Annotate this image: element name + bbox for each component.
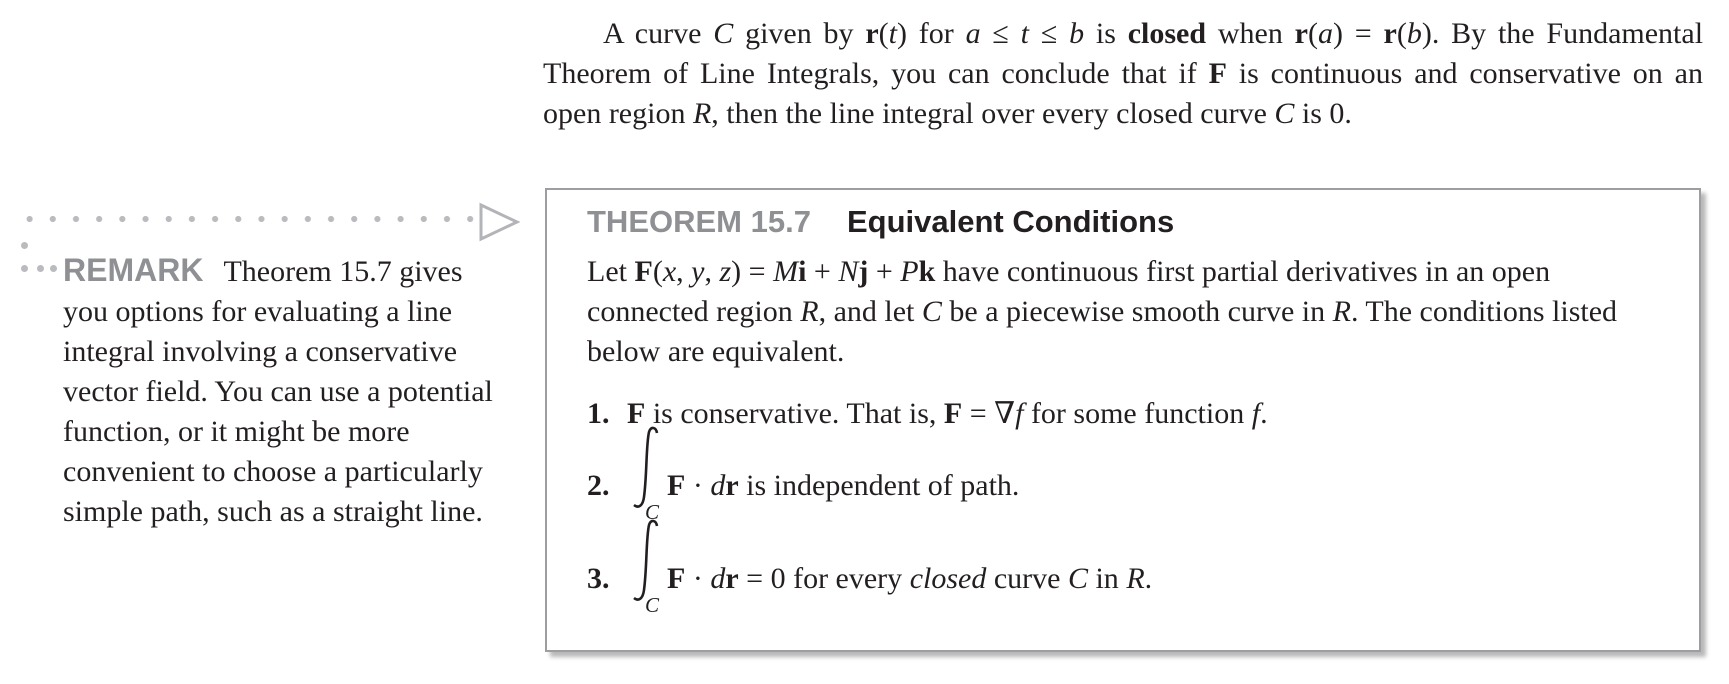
condition-number: 1.: [587, 397, 610, 430]
condition-number: 3.: [587, 562, 610, 595]
integral-icon: [631, 518, 661, 604]
remark-text: Theorem 15.7 gives you options for evaluating a line integral involving a conservative vector field. You can use a potential function, or it might be more convenient to choose a particularly simple path, such as a straight line.: [63, 255, 493, 528]
condition-number: 2.: [587, 469, 610, 502]
remark-leader-dot: [37, 265, 44, 272]
theorem-statement-text: Let F(x, y, z) = Mi + Nj + Pk have continuous first partial derivatives in an open connected region R, and let C be a piecewise smooth curve in R. The conditions listed below are equivalent.: [587, 255, 1618, 368]
theorem-statement: [587, 252, 1667, 372]
intro-text: A curve C given by r(t) for a ≤ t ≤ b is closed when r(a) = r(b). By the Fundamental Theorem of Line Integrals, you can conclude that if F is continuous and conservative on an open region R, then the line integral over every closed curve C is 0.: [543, 17, 1704, 130]
remark-note: [63, 250, 503, 532]
theorem-heading: [587, 204, 1174, 240]
theorem-label: THEOREM 15.7: [587, 204, 811, 239]
remark-leader-dot: [21, 265, 28, 272]
remark-leader-dot: [21, 242, 28, 249]
integral-sign: C: [627, 561, 667, 601]
condition-item-1: 1. F is conservative. That is, F = ∇f for some function f.: [587, 394, 1268, 434]
remark-leader-dot: [50, 265, 57, 272]
remark-dotted-leader: [18, 214, 488, 224]
theorem-title: Equivalent Conditions: [846, 204, 1175, 239]
condition-item-3: 3. C F · dr = 0 for every closed curve C in R.: [587, 559, 1152, 601]
intro-paragraph: [543, 14, 1703, 134]
integral-icon: [631, 425, 661, 511]
condition-item-2: 2. C F · dr is independent of path.: [587, 466, 1019, 508]
integral-sign: C: [627, 468, 667, 508]
remark-label: REMARK: [63, 252, 204, 288]
arrow-right-icon: [478, 202, 520, 242]
theorem-box: [545, 188, 1701, 652]
